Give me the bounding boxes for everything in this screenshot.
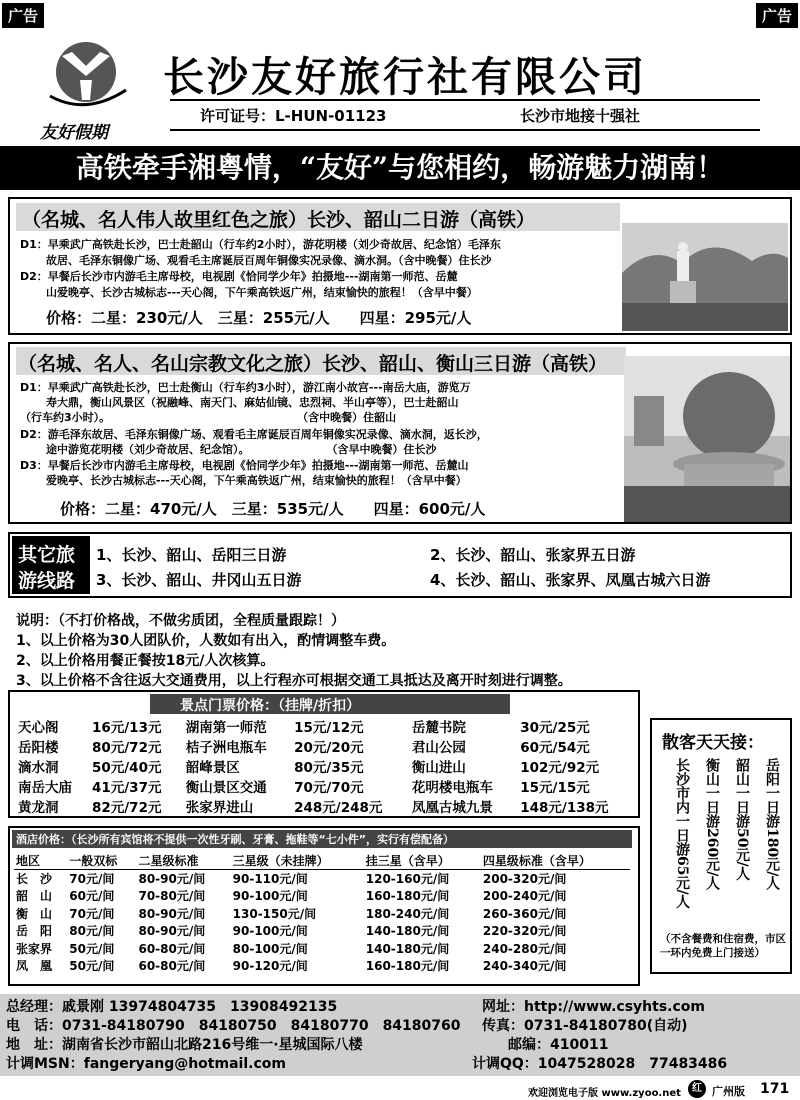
route-item: 3、长沙、韶山、井冈山五日游: [96, 571, 302, 589]
license-number: 许可证号：L-HUN-01123: [200, 107, 387, 125]
ticket-price: 248元/248元: [294, 800, 383, 816]
hotel-price: 60-80元/间: [138, 959, 206, 974]
hotel-region: 岳 阳: [16, 924, 53, 939]
ticket-site: 岳麓书院: [411, 720, 466, 736]
hotel-price: 220-320元/间: [482, 924, 567, 939]
statue-image-icon: [622, 223, 788, 331]
ticket-price: 80元/72元: [91, 740, 162, 756]
hotel-region: 韶 山: [16, 889, 53, 904]
ticket-price: 82元/72元: [91, 800, 162, 816]
ticket-site: 黄龙洞: [18, 800, 59, 816]
hotel-header: 挂三星（含早）: [364, 852, 481, 870]
hotel-price: 200-320元/间: [482, 872, 567, 886]
footer-browse: 欢迎浏览电子版 www.zyoo.net: [528, 1088, 681, 1099]
daily-tours: [650, 718, 792, 974]
hotel-header: 四星级标准（含早）: [481, 852, 630, 870]
hotel-price: 180-240元/间: [365, 906, 450, 921]
hotel-price: 260-360元/间: [482, 906, 567, 921]
tour2-line: 爱晚亭、长沙古城标志---天心阁，下午乘高铁返广州，结束愉快的旅程！（含早中餐）: [46, 474, 467, 487]
hotel-region: 张家界: [16, 941, 53, 956]
ticket-price: 80元/35元: [294, 760, 364, 776]
ticket-price: 20元/20元: [294, 740, 364, 756]
hotel-price: 160-180元/间: [365, 889, 450, 904]
hotel-price: 160-180元/间: [365, 959, 450, 974]
tour2-line: D3：早餐后长沙市内游毛主席母校，电视剧《恰同学少年》拍摄地---湖南第一师范、岳麓山: [20, 459, 469, 472]
ticket-row: [16, 796, 636, 816]
ticket-site: 凤凰古城九景: [411, 800, 493, 816]
ticket-site: 桔子洲电瓶车: [185, 740, 267, 756]
hotel-prices: [8, 826, 640, 986]
hotel-row: [14, 887, 630, 905]
qq: 计调QQ：1047528028 77483486: [472, 1056, 728, 1072]
tour2-line: D2：游毛泽东故居、毛泽东铜像广场、观看毛主席诞辰百周年铜像实况录像、滴水洞，返长沙，: [20, 428, 488, 441]
hotel-price: 70元/间: [69, 872, 115, 886]
hotel-price: 140-180元/间: [365, 924, 450, 939]
hotel-row: [14, 940, 630, 958]
tour1-line: 山爱晚亭、长沙古城标志---天心阁，下午乘高铁返广州，结束愉快的旅程！（含早中餐）: [46, 286, 478, 299]
route-item: 4、长沙、韶山、张家界、凤凰古城六日游: [430, 571, 711, 589]
ticket-price: 102元/92元: [520, 760, 600, 776]
address: 地 址：湖南省长沙市韶山北路216号维一·星城国际八楼: [6, 1037, 363, 1053]
ticket-site: 张家界进山: [185, 800, 254, 816]
ticket-row: [16, 736, 636, 756]
daily-note: （不含餐费和住宿费，市区一环内免费上门接送）: [660, 933, 786, 959]
daily-tour-item: 韶山一日游50元/人: [734, 758, 750, 881]
route-item: 1、长沙、韶山、岳阳三日游: [96, 546, 287, 564]
ticket-price: 148元/138元: [520, 800, 609, 816]
tour1-price: 价格：二星：230元/人 三星：255元/人 四星：295元/人: [46, 309, 472, 327]
header-rule: [170, 99, 760, 101]
fax: 传真：0731-84180780(自动): [482, 1018, 688, 1034]
notes-heading: 说明：（不打价格战，不做劣质团，全程质量跟踪！）: [16, 613, 345, 629]
hotel-table: [14, 852, 630, 975]
hotel-price: 50元/间: [69, 959, 115, 974]
ticket-price: 70元/70元: [294, 780, 364, 796]
ticket-price: 30元/25元: [520, 720, 590, 736]
hotel-price: 60元/间: [69, 889, 115, 904]
manager-contact: 总经理：戚景刚 13974804735 13908492135: [6, 999, 338, 1015]
ticket-site: 君山公园: [411, 740, 466, 756]
hotel-title: 酒店价格：（长沙所有宾馆将不提供一次性牙刷、牙膏、拖鞋等“七小件”，实行有偿配备）: [16, 833, 454, 846]
ticket-price: 41元/37元: [91, 780, 162, 796]
postcode: 邮编：410011: [508, 1037, 609, 1053]
hotel-price: 90-100元/间: [232, 924, 308, 939]
hotel-price: 140-180元/间: [365, 941, 450, 956]
daily-tour-item: 衡山一日游260元/人: [704, 758, 720, 891]
ticket-prices: [8, 690, 640, 818]
ticket-row: [16, 756, 636, 776]
hotel-price: 70元/间: [69, 906, 115, 921]
hotel-header: 三星级（未挂牌）: [231, 852, 364, 870]
ticket-site: 湖南第一师范: [185, 720, 267, 736]
stone-photo: [624, 356, 790, 522]
tour2-line: （行车约3小时）。 （含中晚餐）住韶山: [20, 411, 397, 424]
logo: [40, 36, 140, 126]
ticket-site: 岳阳楼: [18, 740, 59, 756]
hotel-price: 80-90元/间: [138, 872, 206, 886]
footer-badge-icon: 红: [688, 1080, 706, 1098]
page-number: 171: [760, 1081, 790, 1097]
hotel-region: 衡 山: [16, 906, 53, 921]
ticket-site: 南岳大庙: [18, 780, 72, 796]
slogan-bar: [0, 146, 800, 190]
tour2-line: 途中游览花明楼（刘少奇故居、纪念馆）。 （含早中晚餐）住长沙: [46, 443, 437, 456]
tour2-title: （名城、名人、名山宗教文化之旅）长沙、韶山、衡山三日游（高铁）: [18, 353, 608, 375]
tour1-line: D1：早乘武广高铁赴长沙，巴士赴韶山（行车约2小时），游花明楼（刘少奇故居、纪念馆）毛泽东: [20, 238, 501, 251]
ticket-site: 韶峰景区: [185, 760, 240, 776]
logo-text: 友好假期: [40, 123, 108, 143]
hotel-price: 90-120元/间: [232, 959, 308, 974]
note-item: 1、以上价格为30人团队价，人数如有出入，酌情调整车费。: [16, 633, 396, 649]
hotel-region: 凤 凰: [16, 959, 53, 974]
tour1-line: 故居、毛泽东铜像广场、观看毛主席诞辰百周年铜像实况录像、滴水洞。（含中晚餐）住长沙: [46, 254, 492, 267]
daily-tour-item: 长沙市内一日游65元/人: [674, 758, 690, 909]
ticket-site: 花明楼电瓶车: [411, 780, 493, 796]
ticket-price: 15元/12元: [294, 720, 364, 736]
website[interactable]: 网址：http://www.csyhts.com: [482, 999, 705, 1015]
hotel-price: 90-110元/间: [232, 872, 308, 886]
route-item: 2、长沙、韶山、张家界五日游: [430, 546, 636, 564]
ticket-row: [16, 716, 636, 736]
phone: 电 话：0731-84180790 84180750 84180770 84180760: [6, 1018, 461, 1034]
local-rank: 长沙市地接十强社: [520, 107, 641, 125]
hotel-price: 80-90元/间: [138, 924, 206, 939]
hotel-header: 一般双标: [67, 852, 136, 870]
ticket-row: [16, 776, 636, 796]
monument-photo: [622, 223, 788, 331]
daily-title: 散客天天接：: [662, 733, 764, 753]
hotel-price: 80-100元/间: [232, 941, 308, 956]
ticket-site: 滴水洞: [18, 760, 59, 776]
hotel-header: 二星级标准: [136, 852, 230, 870]
tour2-line: D1：早乘武广高铁赴长沙，巴士赴衡山（行车约3小时），游江南小故宫---南岳大庙，游览万: [20, 381, 471, 394]
ticket-site: 天心阁: [18, 720, 59, 736]
logo-emblem-icon: [40, 36, 140, 126]
hotel-row: [14, 957, 630, 975]
header-rule-bottom: [170, 129, 760, 131]
tour1-title: （名城、名人伟人故里红色之旅）长沙、韶山二日游（高铁）: [22, 209, 536, 231]
ad-tag-right: 广告: [756, 3, 798, 28]
hotel-price: 120-160元/间: [365, 872, 450, 886]
ticket-site: 衡山进山: [411, 760, 466, 776]
other-routes-label: 游线路: [18, 570, 76, 592]
hotel-price: 240-280元/间: [482, 941, 567, 956]
note-item: 3、以上价格不含往返大交通费用，以上行程亦可根据交通工具抵达及离开时刻进行调整。: [16, 673, 572, 689]
tour2-price: 价格：二星：470元/人 三星：535元/人 四星：600元/人: [60, 500, 486, 518]
ad-tag-left: 广告: [2, 3, 44, 28]
hotel-price: 80-90元/间: [138, 906, 206, 921]
hotel-row: [14, 922, 630, 940]
footer-edition: 广州版: [712, 1085, 745, 1098]
hotel-price: 200-240元/间: [482, 889, 567, 904]
rock-image-icon: [624, 356, 790, 522]
daily-columns: [664, 758, 784, 926]
slogan: 高铁牵手湘粤情，“友好”与您相约，畅游魅力湖南！: [75, 151, 725, 184]
ticket-price: 50元/40元: [91, 760, 162, 776]
hotel-price: 130-150元/间: [232, 906, 317, 921]
other-routes: [8, 532, 792, 598]
hotel-row: [14, 870, 630, 888]
ticket-title: 景点门票价格：（挂牌/折扣）: [180, 698, 361, 714]
ticket-site: 衡山景区交通: [185, 780, 267, 796]
hotel-header: 地区: [14, 852, 67, 870]
tour-two-day: [8, 197, 792, 335]
other-routes-label: 其它旅: [18, 544, 76, 566]
hotel-price: 240-340元/间: [482, 959, 567, 974]
hotel-price: 70-80元/间: [138, 889, 206, 904]
tour1-line: D2：早餐后长沙市内游毛主席母校，电视剧《恰同学少年》拍摄地---湖南第一师范、岳麓: [20, 270, 458, 283]
tour2-line: 寿大鼎，衡山风景区（祝融峰、南天门、麻姑仙镜、忠烈祠、半山亭等），巴士赴韶山: [46, 396, 459, 409]
hotel-price: 60-80元/间: [138, 941, 206, 956]
hotel-row: [14, 905, 630, 923]
ticket-price: 60元/54元: [520, 740, 590, 756]
note-item: 2、以上价格用餐正餐按18元/人次核算。: [16, 653, 275, 669]
ticket-price: 15元/15元: [520, 780, 590, 796]
msn[interactable]: 计调MSN：fangeryang@hotmail.com: [6, 1056, 286, 1072]
company-name: 长沙友好旅行社有限公司: [163, 53, 647, 101]
tour-three-day: [8, 342, 792, 524]
hotel-price: 90-100元/间: [232, 889, 308, 904]
hotel-price: 80元/间: [69, 924, 115, 939]
daily-tour-item: 岳阳一日游180元/人: [764, 758, 780, 891]
ticket-table: [16, 716, 636, 816]
hotel-price: 50元/间: [69, 941, 115, 956]
hotel-region: 长 沙: [16, 872, 53, 886]
ticket-price: 16元/13元: [91, 720, 162, 736]
